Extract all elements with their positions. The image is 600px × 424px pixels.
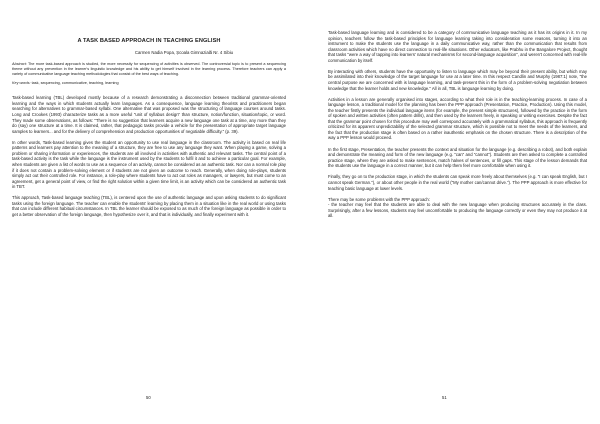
right-page: [300, 0, 600, 424]
keywords: [12, 81, 286, 86]
page-number: 51: [442, 395, 447, 400]
paragraph: Task-based language learning and is considered to be a category of communicative language teaching as it has its origins in it. In my opinion, teachers follow the task-based principles for language learning taking into consideration some reasons, turning it into an instrument to make the students use the language in a daily communicative way, rather than the communication that results from classroom activities which have no direct connection to real-life situations. Other educators, like Prabhu in the Bangalore Project, thought that tasks "were a way of tapping into learners' natural mechanisms for second-language acquisition", and weren't concerned with real-life communication by itself.: [328, 30, 587, 63]
paragraph: Task-based learning (TBL) developed mostly because of a research demonstrating a disconnection between traditional grammar-oriented learning and the ways in which students actually learn languages. As a consequence, language learning theorists and practitioners began searching for alternatives to grammar-based syllabi. One alternative that was proposed was the structuring of language courses around tasks. Long and Crookes (1993) characterize tasks as a more useful "unit of syllabus design" than structure, notion/function, situation/topic, or word. They made some observations, as follows: "There is no suggestion that learners acquire a new language one task at a time, any more than they do (say) one structure at a time. It is claimed, rather, that pedagogic tasks provide a vehicle for the presentation of appropriate target language samples to learners... and for the delivery of comprehension and production opportunities of negotiable difficulty." (p. 39).: [12, 95, 286, 134]
paragraph: There may be some problems with the PPP approach: - the teacher may feel that the students are able to deal with the new language when producing structures accurately in the class. Surprisingly, after a few lessons, students may feel uncomfortable to producing the language correctly or even they may not produce it at all.: [328, 196, 587, 219]
keywords-text: task, sequencing, communicative, teaching, learning: [30, 81, 119, 86]
paragraph: By interacting with others, students have the opportunity to listen to language which may be beyond their present ability, but which may be assimilated into their knowledge of the target language for use at a later time. In this respect Candlin and Murphy (1987:1) note, "the central purpose we are concerned with is language learning, and task-present this in the form of a problem-solving negotiation between knowledge that the learner holds and new knowledge." All in all, TBL is language learning by doing.: [328, 68, 587, 91]
paragraph: In the first stage, Presentation, the teacher presents the context and situation for the language (e.g. describing a robot), and both explain and demonstrate the meaning and form of the new language (e.g. "can" and "cannot"). Students are then asked to complete a controlled practice stage, where they are asked to make sentences, match halves of sentences, or fill gaps. This stage of the lesson demands that the students use the language in a correct manner, but it can help them feel more comfortable when using it.: [328, 146, 587, 169]
abstract-text: The more task-based approach is studied, the more necessity for sequencing of activities is observed. The controversial topic is to present a sequencing theme without any prevention in the learner's linguistic knowledge and his ability to get himself involved in the learning process. Therefore teachers can apply a variety of communicative language teaching methodologies that consist of the best ways of teaching.: [12, 62, 286, 77]
paragraph: Finally, they go on to the production stage, in which the students can speak more freely about themselves (e.g. "I can speak English, but I cannot speak German."), or about other people in the real world ("My mother can/cannot drive."). The PPP approach is more effective for teaching basic language at lower levels.: [328, 174, 587, 191]
abstract-label: Abstract:: [12, 62, 27, 66]
article-title: A TASK BASED APPROACH IN TEACHING ENGLISH: [77, 38, 221, 44]
keywords-label: Key words:: [12, 81, 31, 86]
paragraph: This approach, Task-based language teaching (TBL), is centered upon the use of authentic language and upon asking students to do significant tasks using the foreign language. The teacher can enable the students' learning by placing them in a situation like in the real world or using tasks that can include different habitual circumstances. In TBL the learner should be exposed to as much of the foreign language as possible in order to get a better observation of the foreign language, then hypothesize over it, and that is individually, and finally experiment with it.: [12, 195, 286, 217]
paragraph: Activities in a lesson are generally organised into stages, according to what their role is in the teaching-learning process. In case of a language lesson, a traditional model for the planning has been the PPP approach (Presentation, Practice, Production). Using this model, the teacher firstly presents the individual language items (for example, the present simple structures), followed by the practice in the form of spoken and written activities (often pattern drills), and then used by the learners freely, in speaking or writing exercises. Despite the fact that the grammar point chosen for this procedure may well correspond accurately with a grammatical syllabus, this approach is frequently criticized for its apparent unpredictability of the selected grammar structure, which is possible not to meet the needs of the learners, and the fact that the production stage is often based on a rather inauthentic emphasis on the chosen structure. There is a description of the way a PPP lesson would proceed.: [328, 96, 587, 141]
page-number: 50: [146, 395, 151, 400]
abstract: [12, 62, 286, 77]
paragraph: In other words, Task-based learning gives the student an opportunity to use real language in the classroom. The activity is based on real life patterns and learners pay attention to the meaning of a structure, they are free to use any language they want. When playing a game, solving a problem or sharing information or experiences, the students are all involved in activities with authentic and relevant tasks. The central point of a task-based activity is the task while the language is the instrument used by the students to fulfil it and to achieve a particular goal. For example, when students are given a list of words to use as a sequence of an activity, cannot be considered as an authentic task. Nor can a normal role play if it does not contain a problem-solving element or if students are not given an outcome to reach. Generally, when doing role-plays, students simply act out their controlled role. For instance, a role-play where students have to act out roles as managers, or lawyers, but must come to an agreement, get a general point of view, or find the right solution within a given time limit, is an activity which can be considered an authentic task in TBT.: [12, 139, 286, 190]
article-author: Carmen Nadia Popa, Școala Gimnazială Nr. 4 Sibiu: [134, 50, 234, 55]
